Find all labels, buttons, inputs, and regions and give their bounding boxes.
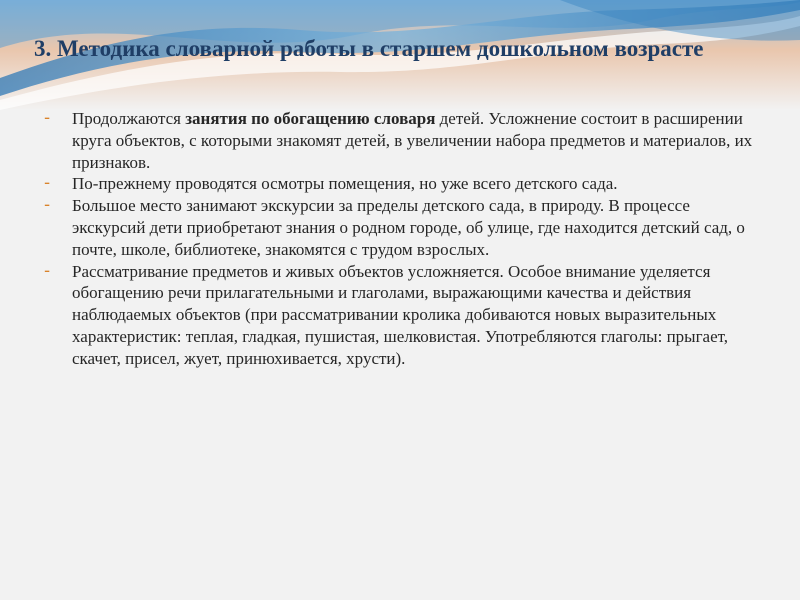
bullet-item bbox=[44, 195, 764, 260]
bullet-marker: - bbox=[44, 108, 51, 128]
bullet-item bbox=[44, 261, 764, 370]
slide-title: 3. Методика словарной работы в старшем дошкольном возрасте bbox=[34, 36, 704, 61]
bullet-marker: - bbox=[44, 195, 51, 216]
bullet-text-bold: занятия по обогащению словаря bbox=[185, 109, 436, 128]
bullet-text: Рассматривание предметов и живых объектов усложняется. Особое внимание уделяется обогащению речи прилагательными и глаголами, выражающими качества и действия наблюдаемых объектов (при рассматривании кролика добиваются новых выразительных характеристик: теплая, гладкая, пушистая, шелковистая. Употребляются глаголы: прыгает, скачет, присел, жует, принюхивается, хрусти). bbox=[72, 261, 729, 368]
bullet-item bbox=[44, 173, 764, 195]
bullet-item bbox=[44, 108, 764, 173]
bullet-text-pre: Продолжаются bbox=[72, 109, 186, 128]
bullet-text: По-прежнему проводятся осмотры помещения, но уже всего детского сада. bbox=[72, 174, 618, 194]
bullet-marker: - bbox=[44, 260, 51, 281]
bullet-text: Большое место занимают экскурсии за пределы детского сада, в природу. В процессе экскурсий дети приобретают знания о родном городе, об улице, где находится детский сад, о почте, школе, библиотеке, знакомятся с трудом взрослых. bbox=[72, 196, 745, 259]
bullet-list bbox=[44, 108, 764, 370]
bullet-marker: - bbox=[44, 173, 51, 194]
bullet-text-post: детей. Усложнение состоит в расширении круга объектов, с которыми знакомят детей, в увеличении набора предметов и материалов, их признаков. bbox=[72, 109, 753, 172]
